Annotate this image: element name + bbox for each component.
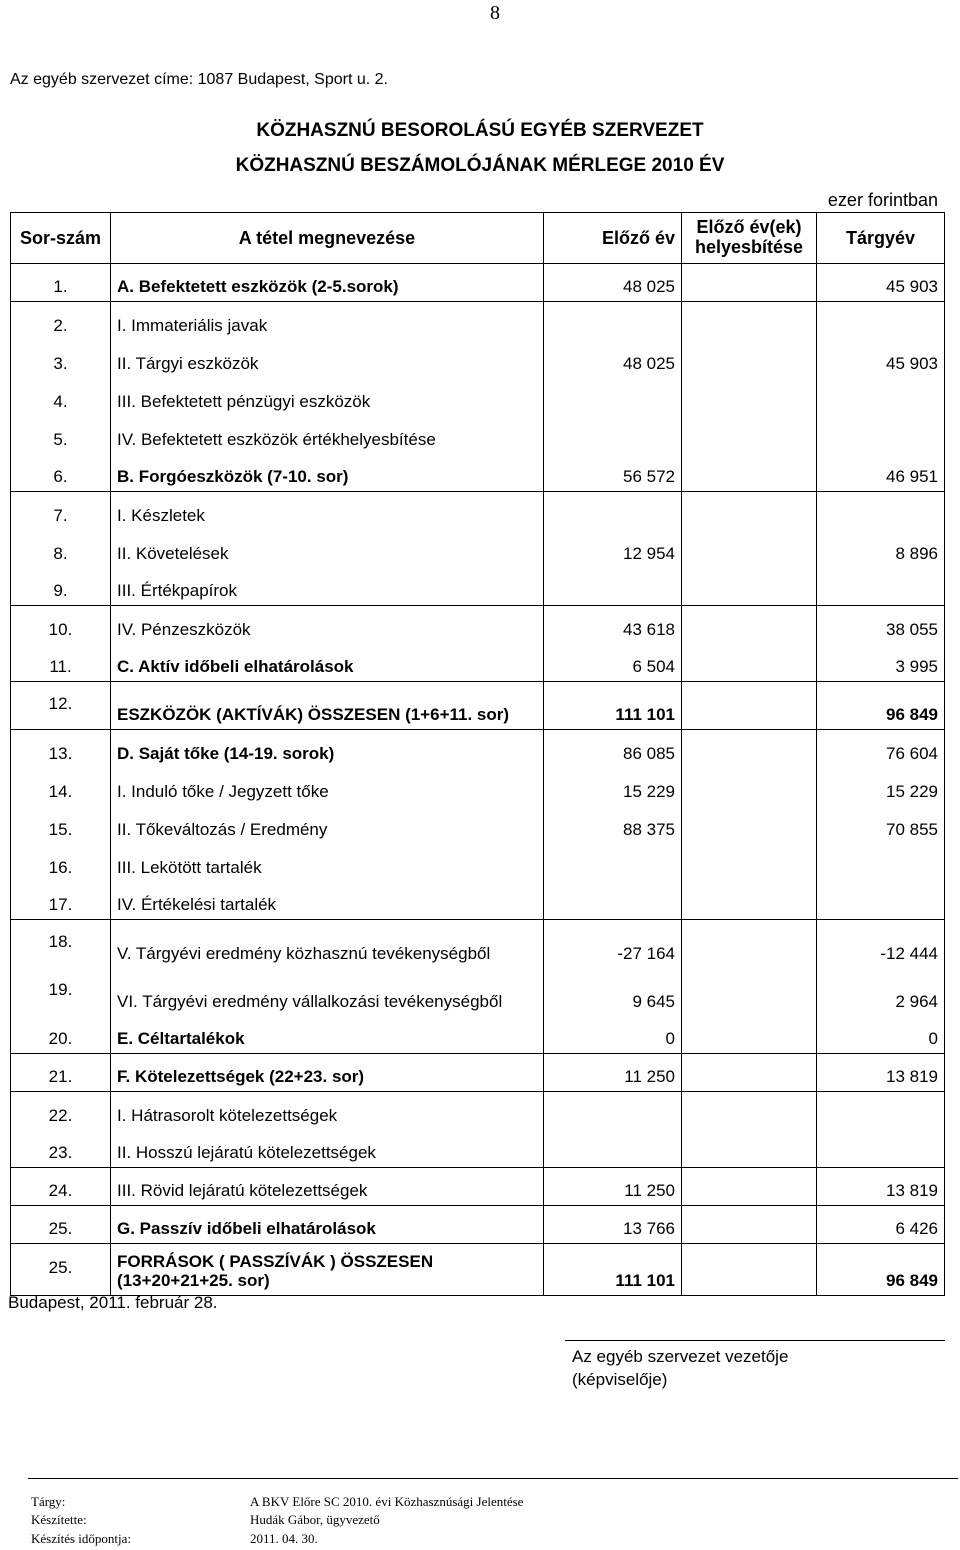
prior-year-cell	[544, 492, 682, 530]
current-year-cell: 6 426	[817, 1206, 945, 1244]
header-prior-correction-line1: Előző év(ek)	[696, 217, 802, 238]
item-name-cell: ESZKÖZÖK (AKTÍVÁK) ÖSSZESEN (1+6+11. sor)	[111, 682, 544, 730]
prior-correction-cell	[682, 1206, 817, 1244]
row-number-cell: 7.	[11, 492, 111, 530]
prior-year-cell	[544, 416, 682, 454]
table-row	[11, 492, 945, 530]
prior-year-cell: 56 572	[544, 454, 682, 492]
table-row	[11, 340, 945, 378]
prior-year-cell: 11 250	[544, 1168, 682, 1206]
current-year-cell	[817, 844, 945, 882]
item-name-cell: C. Aktív időbeli elhatárolások	[111, 644, 544, 682]
current-year-cell: 70 855	[817, 806, 945, 844]
row-number-cell: 16.	[11, 844, 111, 882]
row-number-cell: 25.	[11, 1206, 111, 1244]
item-name-cell: II. Tőkeváltozás / Eredmény	[111, 806, 544, 844]
table-row	[11, 1016, 945, 1054]
row-number-cell: 11.	[11, 644, 111, 682]
prior-year-cell: 43 618	[544, 606, 682, 644]
prior-year-cell: 111 101	[544, 682, 682, 730]
prior-correction-cell	[682, 968, 817, 1016]
current-year-cell	[817, 882, 945, 920]
current-year-cell	[817, 568, 945, 606]
prior-correction-cell	[682, 1016, 817, 1054]
prior-correction-cell	[682, 264, 817, 302]
prior-correction-cell	[682, 568, 817, 606]
prior-year-cell: 48 025	[544, 340, 682, 378]
table-row	[11, 1206, 945, 1244]
item-name-cell: II. Hosszú lejáratú kötelezettségek	[111, 1130, 544, 1168]
prior-year-cell: 86 085	[544, 730, 682, 768]
prior-correction-cell	[682, 492, 817, 530]
prior-year-cell: 12 954	[544, 530, 682, 568]
row-number-cell: 25.	[11, 1244, 111, 1296]
footer-prepared-date-label: Készítés időpontja:	[31, 1531, 132, 1546]
table-row	[11, 264, 945, 302]
table-row	[11, 1092, 945, 1130]
row-number-cell: 10.	[11, 606, 111, 644]
prior-year-cell	[544, 1092, 682, 1130]
signature-caption-line1: Az egyéb szervezet vezetője	[572, 1347, 789, 1366]
signature-caption-line2: (képviselője)	[572, 1369, 668, 1389]
item-name-cell: E. Céltartalékok	[111, 1016, 544, 1054]
table-row	[11, 606, 945, 644]
table-row	[11, 806, 945, 844]
current-year-cell	[817, 1092, 945, 1130]
prior-year-cell: 15 229	[544, 768, 682, 806]
row-number-cell: 5.	[11, 416, 111, 454]
organization-address: Az egyéb szervezet címe: 1087 Budapest, Sport u. 2.	[10, 71, 388, 88]
prior-correction-cell	[682, 1168, 817, 1206]
item-name-cell: III. Befektetett pénzügyi eszközök	[111, 378, 544, 416]
item-name-cell: IV. Pénzeszközök	[111, 606, 544, 644]
table-row	[11, 882, 945, 920]
current-year-cell	[817, 416, 945, 454]
prior-correction-cell	[682, 454, 817, 492]
table-header-row	[11, 213, 945, 264]
current-year-cell: 2 964	[817, 968, 945, 1016]
prior-year-cell	[544, 882, 682, 920]
item-name-cell: I. Immateriális javak	[111, 302, 544, 340]
item-name-cell: FORRÁSOK ( PASSZÍVÁK ) ÖSSZESEN (13+20+21+25. sor)	[111, 1244, 544, 1296]
prior-year-cell	[544, 1130, 682, 1168]
prior-correction-cell	[682, 378, 817, 416]
current-year-cell: 76 604	[817, 730, 945, 768]
table-row	[11, 844, 945, 882]
document-title-line1: KÖZHASZNÚ BESOROLÁSÚ EGYÉB SZERVEZET	[256, 120, 704, 141]
prior-year-cell: 11 250	[544, 1054, 682, 1092]
table-row	[11, 644, 945, 682]
item-name-cell: I. Készletek	[111, 492, 544, 530]
currency-unit-note: ezer forintban	[827, 190, 938, 210]
row-number-cell: 17.	[11, 882, 111, 920]
prior-correction-cell	[682, 682, 817, 730]
place-and-date: Budapest, 2011. február 28.	[8, 1293, 218, 1312]
header-prior-correction-line2: helyesbítése	[694, 237, 804, 257]
prior-correction-cell	[682, 882, 817, 920]
item-name-cell: III. Értékpapírok	[111, 568, 544, 606]
row-number-cell: 4.	[11, 378, 111, 416]
item-name-cell: IV. Befektetett eszközök értékhelyesbítése	[111, 416, 544, 454]
prior-correction-cell	[682, 644, 817, 682]
prior-year-cell: 111 101	[544, 1244, 682, 1296]
current-year-cell	[817, 378, 945, 416]
table-row	[11, 302, 945, 340]
table-row	[11, 530, 945, 568]
item-name-cell: I. Hátrasorolt kötelezettségek	[111, 1092, 544, 1130]
table-row	[11, 568, 945, 606]
current-year-cell: 0	[817, 1016, 945, 1054]
item-name-cell: II. Tárgyi eszközök	[111, 340, 544, 378]
document-title-line2: KÖZHASZNÚ BESZÁMOLÓJÁNAK MÉRLEGE 2010 ÉV	[235, 155, 725, 176]
footer-subject-label: Tárgy:	[31, 1494, 66, 1509]
header-prior-year-correction	[682, 213, 817, 264]
row-number-cell: 3.	[11, 340, 111, 378]
current-year-cell: 96 849	[817, 682, 945, 730]
prior-year-cell: 9 645	[544, 968, 682, 1016]
table-row	[11, 920, 945, 968]
prior-correction-cell	[682, 768, 817, 806]
signature-caption	[572, 1346, 788, 1392]
item-name-cell: III. Rövid lejáratú kötelezettségek	[111, 1168, 544, 1206]
prior-year-cell	[544, 378, 682, 416]
current-year-cell: 46 951	[817, 454, 945, 492]
prior-year-cell: 48 025	[544, 264, 682, 302]
table-row	[11, 1244, 945, 1296]
item-name-cell: V. Tárgyévi eredmény közhasznú tevékenységből	[111, 920, 544, 968]
table-row	[11, 416, 945, 454]
current-year-cell: 15 229	[817, 768, 945, 806]
current-year-cell: -12 444	[817, 920, 945, 968]
table-row	[11, 378, 945, 416]
current-year-cell	[817, 302, 945, 340]
prior-year-cell	[544, 844, 682, 882]
row-number-cell: 12.	[11, 682, 111, 730]
row-number-cell: 8.	[11, 530, 111, 568]
item-name-cell: II. Követelések	[111, 530, 544, 568]
current-year-cell: 45 903	[817, 264, 945, 302]
row-number-cell: 20.	[11, 1016, 111, 1054]
header-row-number: Sor-szám	[11, 213, 111, 264]
row-number-cell: 23.	[11, 1130, 111, 1168]
prior-year-cell: 0	[544, 1016, 682, 1054]
current-year-cell	[817, 492, 945, 530]
prior-correction-cell	[682, 730, 817, 768]
item-name-cell: A. Befektetett eszközök (2-5.sorok)	[111, 264, 544, 302]
prior-correction-cell	[682, 1054, 817, 1092]
header-item-name: A tétel megnevezése	[111, 213, 544, 264]
prior-year-cell: 13 766	[544, 1206, 682, 1244]
item-name-cell: III. Lekötött tartalék	[111, 844, 544, 882]
table-row	[11, 1168, 945, 1206]
table-row	[11, 682, 945, 730]
signature-line	[565, 1340, 945, 1341]
row-number-cell: 21.	[11, 1054, 111, 1092]
balance-sheet-table	[10, 212, 945, 1296]
prior-year-cell: -27 164	[544, 920, 682, 968]
prior-correction-cell	[682, 1244, 817, 1296]
prior-correction-cell	[682, 844, 817, 882]
table-row	[11, 1054, 945, 1092]
current-year-cell: 96 849	[817, 1244, 945, 1296]
footer-subject-value: A BKV Előre SC 2010. évi Közhasznúsági Jelentése	[250, 1494, 524, 1509]
table-row	[11, 454, 945, 492]
prior-correction-cell	[682, 530, 817, 568]
footer-prepared-by-value: Hudák Gábor, ügyvezető	[250, 1512, 380, 1527]
row-number-cell: 24.	[11, 1168, 111, 1206]
row-number-cell: 9.	[11, 568, 111, 606]
prior-correction-cell	[682, 340, 817, 378]
item-name-cell: D. Saját tőke (14-19. sorok)	[111, 730, 544, 768]
footer-prepared-date-value: 2011. 04. 30.	[250, 1531, 318, 1546]
prior-correction-cell	[682, 302, 817, 340]
prior-year-cell: 6 504	[544, 644, 682, 682]
prior-year-cell: 88 375	[544, 806, 682, 844]
item-name-cell: B. Forgóeszközök (7-10. sor)	[111, 454, 544, 492]
header-prior-year: Előző év	[544, 213, 682, 264]
current-year-cell: 8 896	[817, 530, 945, 568]
current-year-cell	[817, 1130, 945, 1168]
row-number-cell: 2.	[11, 302, 111, 340]
current-year-cell: 45 903	[817, 340, 945, 378]
current-year-cell: 13 819	[817, 1054, 945, 1092]
prior-correction-cell	[682, 606, 817, 644]
item-name-cell: IV. Értékelési tartalék	[111, 882, 544, 920]
row-number-cell: 13.	[11, 730, 111, 768]
header-current-year: Tárgyév	[817, 213, 945, 264]
current-year-cell: 3 995	[817, 644, 945, 682]
item-name-cell: F. Kötelezettségek (22+23. sor)	[111, 1054, 544, 1092]
table-row	[11, 730, 945, 768]
item-name-cell: VI. Tárgyévi eredmény vállalkozási tevékenységből	[111, 968, 544, 1016]
footer-prepared-by-label: Készítette:	[31, 1512, 87, 1527]
row-number-cell: 14.	[11, 768, 111, 806]
row-number-cell: 18.	[11, 920, 111, 968]
item-name-cell: G. Passzív időbeli elhatárolások	[111, 1206, 544, 1244]
table-row	[11, 1130, 945, 1168]
page-number: 8	[490, 2, 500, 24]
prior-correction-cell	[682, 806, 817, 844]
prior-correction-cell	[682, 1092, 817, 1130]
row-number-cell: 19.	[11, 968, 111, 1016]
table-row	[11, 768, 945, 806]
row-number-cell: 1.	[11, 264, 111, 302]
row-number-cell: 15.	[11, 806, 111, 844]
current-year-cell: 13 819	[817, 1168, 945, 1206]
prior-correction-cell	[682, 920, 817, 968]
prior-correction-cell	[682, 1130, 817, 1168]
footer-divider	[28, 1478, 958, 1479]
prior-year-cell	[544, 568, 682, 606]
row-number-cell: 22.	[11, 1092, 111, 1130]
table-row	[11, 968, 945, 1016]
item-name-cell: I. Induló tőke / Jegyzett tőke	[111, 768, 544, 806]
prior-year-cell	[544, 302, 682, 340]
row-number-cell: 6.	[11, 454, 111, 492]
prior-correction-cell	[682, 416, 817, 454]
current-year-cell: 38 055	[817, 606, 945, 644]
